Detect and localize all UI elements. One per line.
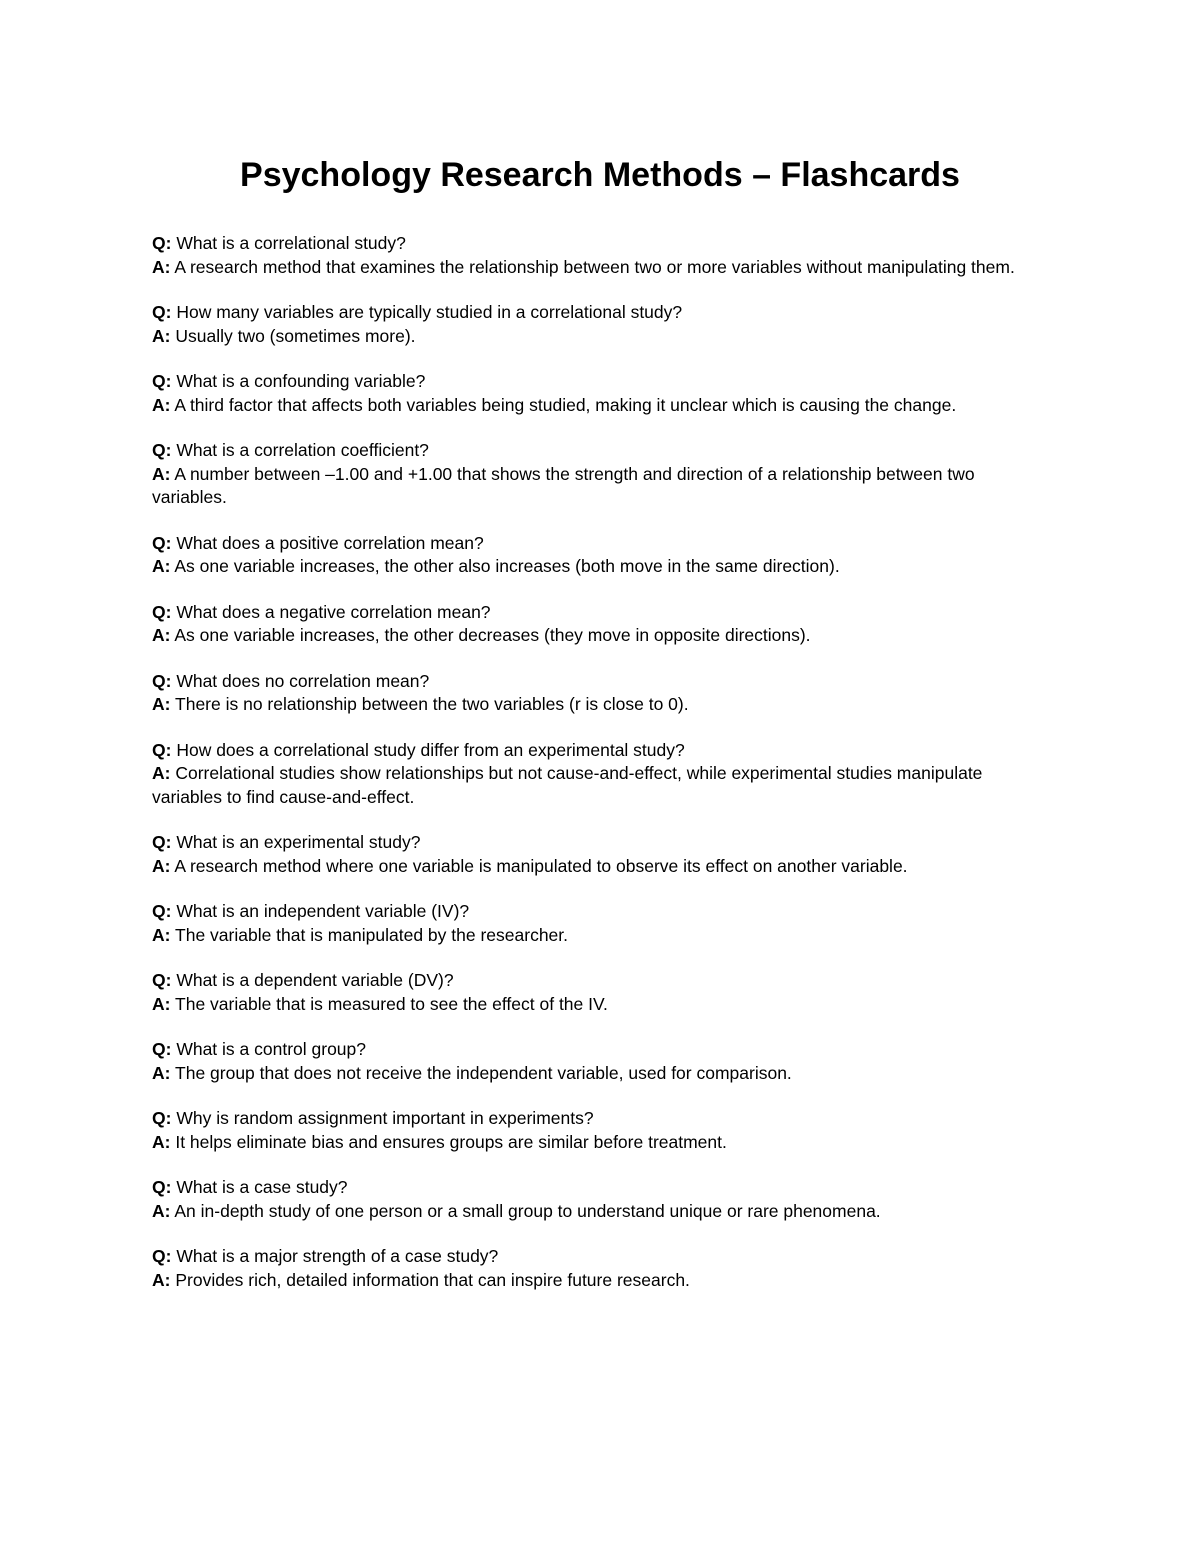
answer-label: A: — [152, 256, 171, 277]
question-line — [152, 739, 1052, 763]
flashcard — [152, 1107, 1052, 1154]
answer-label: A: — [152, 463, 171, 484]
answer-line — [152, 693, 1052, 717]
answer-line — [152, 1200, 1052, 1224]
flashcard — [152, 301, 1052, 348]
question-text: What is a case study? — [176, 1177, 348, 1197]
answer-label: A: — [152, 694, 171, 714]
question-label: Q: — [152, 832, 172, 852]
answer-text: A research method that examines the relationship between two or more variables without manipulating them. — [174, 256, 1015, 277]
answer-label: A: — [152, 1062, 171, 1083]
answer-text: The variable that is measured to see the effect of the IV. — [175, 993, 608, 1014]
question-text: What is a correlational study? — [176, 233, 406, 253]
question-text: What is a control group? — [176, 1039, 367, 1059]
answer-text: The group that does not receive the independent variable, used for comparison. — [175, 1062, 792, 1083]
question-text: What does a positive correlation mean? — [176, 532, 484, 553]
flashcard — [152, 1176, 1052, 1223]
question-line — [152, 1038, 1052, 1062]
answer-text: Provides rich, detailed information that can inspire future research. — [175, 1269, 690, 1290]
question-label: Q: — [152, 901, 172, 921]
flashcard — [152, 969, 1052, 1016]
question-label: Q: — [152, 739, 172, 760]
flashcard — [152, 232, 1052, 279]
question-line — [152, 532, 1052, 556]
question-line — [152, 670, 1052, 694]
question-label: Q: — [152, 532, 172, 553]
question-line — [152, 1176, 1052, 1200]
question-line — [152, 831, 1052, 855]
answer-text: Correlational studies show relationships but not cause-and-effect, while experimental studies manipulate variables to find cause-and-effect. — [152, 763, 983, 807]
answer-text: A research method where one variable is manipulated to observe its effect on another variable. — [174, 855, 908, 876]
question-text: What does no correlation mean? — [176, 670, 430, 691]
answer-line — [152, 1062, 1052, 1086]
question-text: What is an experimental study? — [176, 832, 421, 852]
question-text: What is a confounding variable? — [176, 371, 426, 391]
question-line — [152, 900, 1052, 924]
question-label: Q: — [152, 302, 172, 322]
flashcard — [152, 831, 1052, 878]
flashcard-list — [152, 232, 1052, 1314]
flashcard — [152, 370, 1052, 417]
question-label: Q: — [152, 601, 172, 622]
answer-label: A: — [152, 1269, 171, 1290]
question-label: Q: — [152, 1039, 172, 1059]
answer-line — [152, 1131, 1052, 1155]
answer-text: A third factor that affects both variables being studied, making it unclear which is causing the change. — [174, 394, 957, 415]
question-text: What is a correlation coefficient? — [176, 440, 429, 460]
question-line — [152, 601, 1052, 625]
answer-text: As one variable increases, the other decreases (they move in opposite directions). — [174, 625, 811, 645]
answer-label: A: — [152, 924, 171, 945]
question-label: Q: — [152, 440, 172, 460]
answer-label: A: — [152, 556, 171, 576]
question-line — [152, 439, 1052, 463]
answer-label: A: — [152, 855, 171, 876]
answer-line — [152, 924, 1052, 948]
page-title: Psychology Research Methods – Flashcards — [240, 156, 960, 194]
question-text: How does a correlational study differ from an experimental study? — [176, 739, 685, 760]
answer-line — [152, 993, 1052, 1017]
question-text: How many variables are typically studied in a correlational study? — [176, 302, 683, 322]
question-text: What is a dependent variable (DV)? — [176, 970, 454, 990]
question-text: What is a major strength of a case study? — [176, 1246, 499, 1266]
flashcard — [152, 739, 1052, 810]
question-line — [152, 370, 1052, 394]
answer-line — [152, 855, 1052, 879]
answer-label: A: — [152, 1200, 171, 1221]
answer-line — [152, 394, 1052, 418]
question-label: Q: — [152, 670, 172, 691]
answer-line — [152, 463, 1052, 510]
answer-text: As one variable increases, the other also increases (both move in the same direction). — [174, 556, 840, 576]
answer-text: There is no relationship between the two variables (r is close to 0). — [175, 694, 689, 714]
flashcard — [152, 1245, 1052, 1292]
question-line — [152, 969, 1052, 993]
question-text: Why is random assignment important in experiments? — [176, 1108, 594, 1128]
question-label: Q: — [152, 970, 172, 990]
answer-text: An in-depth study of one person or a small group to understand unique or rare phenomena. — [174, 1200, 881, 1221]
answer-label: A: — [152, 625, 171, 645]
answer-label: A: — [152, 394, 171, 415]
flashcard — [152, 532, 1052, 579]
answer-line — [152, 325, 1052, 349]
flashcard — [152, 1038, 1052, 1085]
question-label: Q: — [152, 371, 172, 391]
answer-text: A number between –1.00 and +1.00 that shows the strength and direction of a relationship between two variables. — [152, 463, 975, 507]
answer-label: A: — [152, 1131, 171, 1152]
answer-label: A: — [152, 763, 171, 783]
answer-line — [152, 624, 1052, 648]
question-text: What is an independent variable (IV)? — [176, 901, 470, 921]
answer-line — [152, 762, 1052, 809]
answer-label: A: — [152, 325, 171, 346]
question-label: Q: — [152, 1177, 172, 1197]
answer-line — [152, 555, 1052, 579]
question-label: Q: — [152, 233, 172, 253]
question-line — [152, 301, 1052, 325]
answer-line — [152, 1269, 1052, 1293]
question-line — [152, 232, 1052, 256]
question-line — [152, 1245, 1052, 1269]
question-label: Q: — [152, 1108, 172, 1128]
answer-line — [152, 256, 1052, 280]
question-line — [152, 1107, 1052, 1131]
flashcard — [152, 670, 1052, 717]
flashcard — [152, 439, 1052, 510]
flashcard — [152, 900, 1052, 947]
question-label: Q: — [152, 1246, 172, 1266]
answer-label: A: — [152, 993, 171, 1014]
question-text: What does a negative correlation mean? — [176, 601, 491, 622]
answer-text: Usually two (sometimes more). — [175, 325, 416, 346]
answer-text: The variable that is manipulated by the researcher. — [175, 924, 569, 945]
flashcard — [152, 601, 1052, 648]
answer-text: It helps eliminate bias and ensures groups are similar before treatment. — [175, 1131, 727, 1152]
